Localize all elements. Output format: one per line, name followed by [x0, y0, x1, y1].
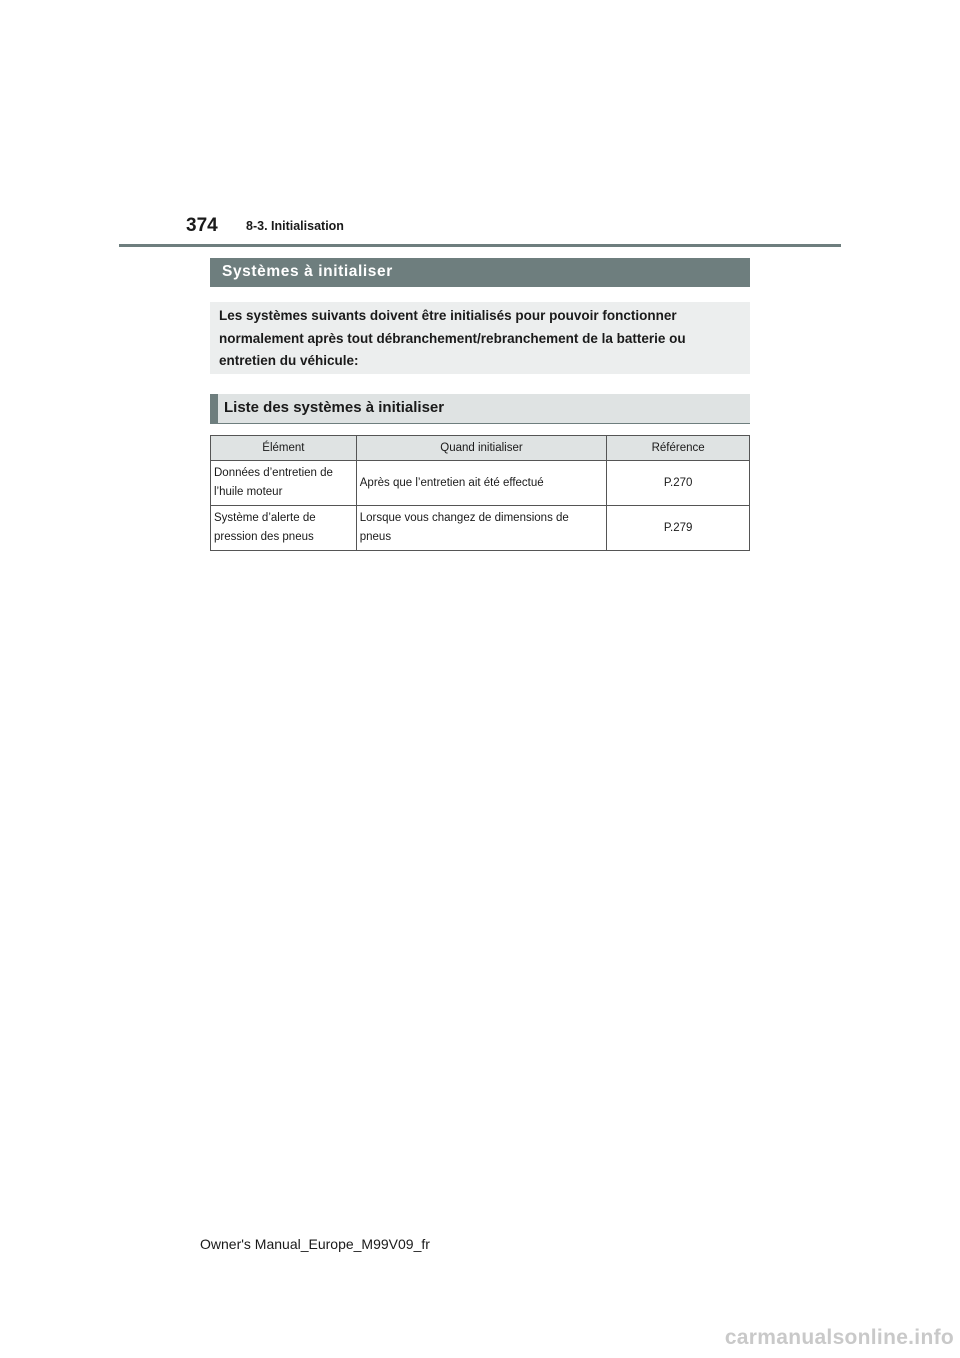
watermark: carmanualsonline.info [724, 1326, 954, 1349]
header-divider [119, 244, 841, 247]
intro-paragraph [210, 302, 750, 374]
cell-reference[interactable] [607, 506, 750, 551]
reference-link[interactable]: P.270 [663, 476, 693, 489]
page-number: 374 [186, 215, 218, 236]
header-when: Quand initialiser [356, 436, 606, 461]
intro-line: Les systèmes suivants doivent être initialisés pour pouvoir fonctionner [219, 308, 677, 323]
cell-when [356, 506, 606, 551]
cell-reference[interactable] [607, 461, 750, 506]
cell-element [211, 461, 357, 506]
header-reference: Référence [607, 436, 750, 461]
cell-element [211, 506, 357, 551]
footer-doc-id: Owner's Manual_Europe_M99V09_fr [200, 1236, 430, 1252]
cell-line: pneus [359, 531, 392, 543]
intro-line: normalement après tout débranchement/rebranchement de la batterie ou [219, 330, 686, 346]
cell-when [356, 461, 606, 506]
table-row [211, 461, 750, 506]
cell-line: pression des pneus [214, 531, 314, 543]
systems-table [210, 435, 750, 551]
cell-line: Lorsque vous changez de dimensions de [359, 512, 569, 524]
table-header-row [211, 436, 750, 461]
cell-line: l’huile moteur [214, 486, 283, 498]
cell-line: Système d’alerte de [214, 512, 316, 524]
breadcrumb: 8-3. Initialisation [246, 219, 344, 233]
section-title: Systèmes à initialiser [210, 258, 750, 287]
subsection-title: Liste des systèmes à initialiser [210, 394, 750, 424]
header-element: Élément [211, 436, 357, 461]
cell-line: Après que l’entretien ait été effectué [359, 476, 544, 489]
cell-line: Données d’entretien de [214, 467, 333, 479]
reference-link[interactable]: P.279 [663, 521, 693, 534]
table-row [211, 506, 750, 551]
intro-line: entretien du véhicule: [219, 353, 359, 368]
